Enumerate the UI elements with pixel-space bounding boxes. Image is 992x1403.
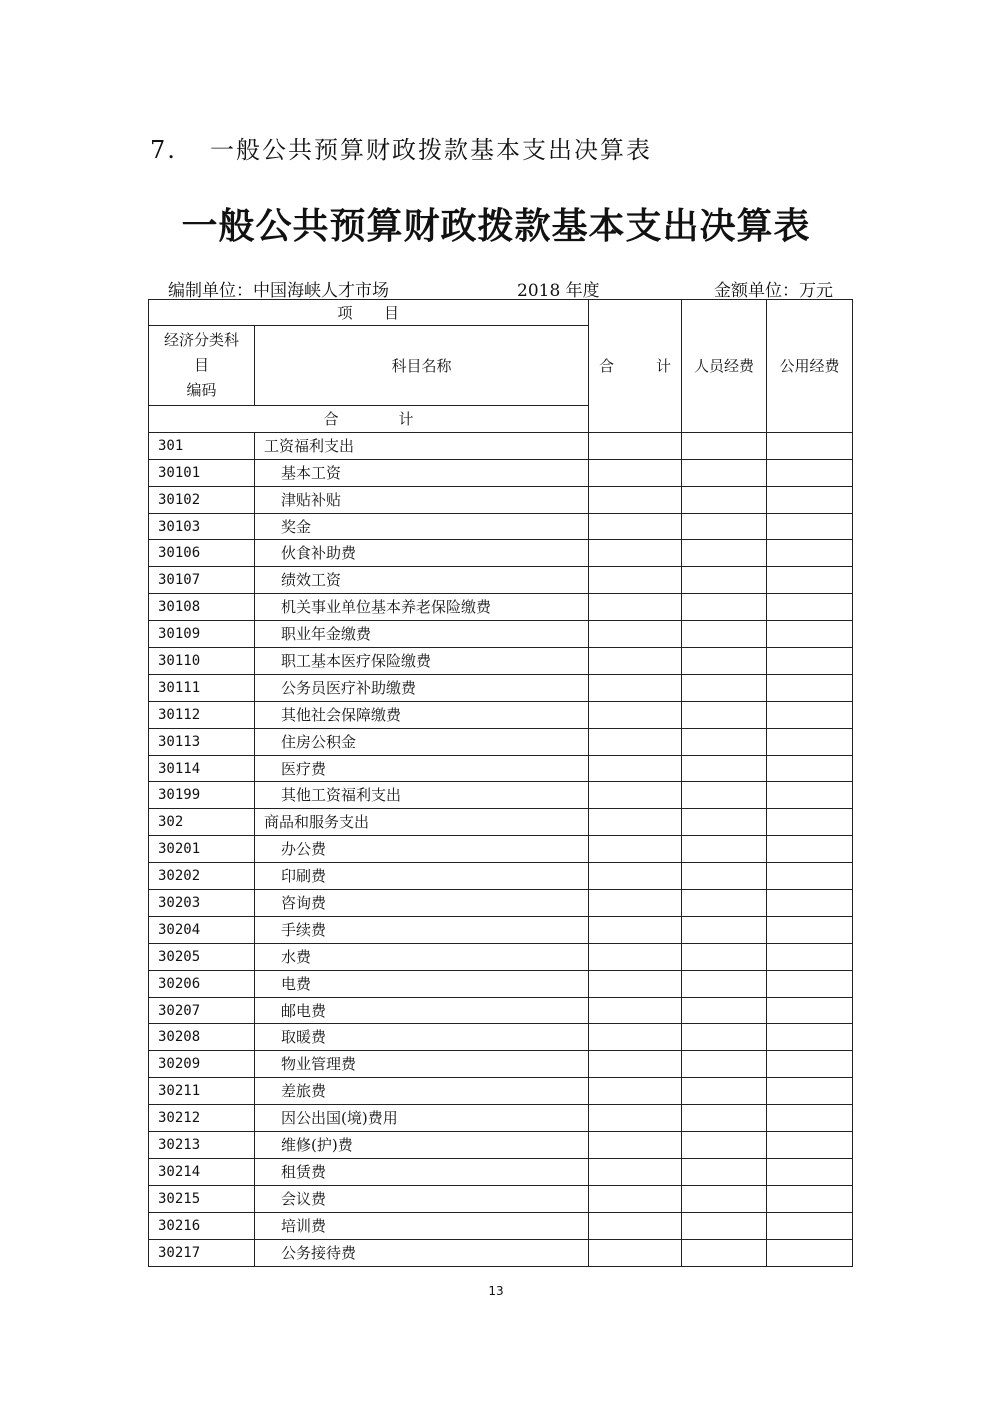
row-name: 咨询费 [255,890,589,917]
row-public [767,755,853,782]
row-personnel [682,1212,767,1239]
row-total [589,782,682,809]
row-code: 30111 [149,674,255,701]
row-name: 基本工资 [255,459,589,486]
row-public [767,890,853,917]
row-name: 邮电费 [255,997,589,1024]
row-personnel [682,1105,767,1132]
table-row [149,728,853,755]
row-personnel [682,567,767,594]
row-code: 30110 [149,648,255,675]
row-code: 30102 [149,486,255,513]
row-code: 30113 [149,728,255,755]
row-personnel [682,540,767,567]
row-code: 30209 [149,1051,255,1078]
row-code: 30205 [149,943,255,970]
row-public [767,836,853,863]
row-total [589,728,682,755]
row-public [767,1132,853,1159]
table-row [149,916,853,943]
row-public [767,1051,853,1078]
row-personnel [682,701,767,728]
table-row [149,1185,853,1212]
row-total [589,755,682,782]
table-row [149,621,853,648]
row-code: 30199 [149,782,255,809]
row-code: 30202 [149,863,255,890]
row-public [767,674,853,701]
row-name: 物业管理费 [255,1051,589,1078]
row-code: 30201 [149,836,255,863]
table-row [149,648,853,675]
row-name: 津贴补贴 [255,486,589,513]
row-public [767,701,853,728]
row-name: 奖金 [255,513,589,540]
row-total [589,809,682,836]
row-personnel [682,728,767,755]
fiscal-year: 2018 年度 [517,281,600,301]
row-name: 电费 [255,970,589,997]
row-total [589,674,682,701]
row-name: 公务员医疗补助缴费 [255,674,589,701]
table-row [149,836,853,863]
row-name: 职工基本医疗保险缴费 [255,648,589,675]
row-public [767,1105,853,1132]
row-total [589,594,682,621]
row-total [589,1105,682,1132]
row-public [767,540,853,567]
row-public [767,1212,853,1239]
row-total [589,1212,682,1239]
row-personnel [682,594,767,621]
table-row [149,997,853,1024]
row-name: 培训费 [255,1212,589,1239]
row-personnel [682,970,767,997]
row-total [589,486,682,513]
row-public [767,809,853,836]
header-row-project [149,300,853,326]
row-name: 其他社会保障缴费 [255,701,589,728]
row-personnel [682,1158,767,1185]
table-row [149,1024,853,1051]
row-name: 工资福利支出 [255,432,589,459]
header-name: 科目名称 [255,326,589,406]
row-public [767,943,853,970]
row-personnel [682,836,767,863]
row-name: 办公费 [255,836,589,863]
header-total-right: 计 [656,356,672,375]
row-name: 绩效工资 [255,567,589,594]
table-row [149,755,853,782]
row-total [589,863,682,890]
row-public [767,782,853,809]
row-total [589,1132,682,1159]
row-name: 商品和服务支出 [255,809,589,836]
header-total [589,300,682,433]
table-row [149,970,853,997]
row-code: 30107 [149,567,255,594]
table-row [149,1105,853,1132]
budget-table [148,299,853,1267]
row-total [589,1239,682,1266]
row-public [767,863,853,890]
row-personnel [682,513,767,540]
table-row [149,1132,853,1159]
row-total [589,701,682,728]
table-row [149,567,853,594]
row-personnel [682,1132,767,1159]
section-number: 7. [150,136,177,164]
row-total [589,836,682,863]
row-total [589,648,682,675]
section-heading-text: 一般公共预算财政拨款基本支出决算表 [210,136,652,164]
row-total [589,513,682,540]
table-row [149,432,853,459]
row-personnel [682,755,767,782]
row-name: 水费 [255,943,589,970]
row-total [589,916,682,943]
row-name: 会议费 [255,1185,589,1212]
row-code: 302 [149,809,255,836]
row-name: 租赁费 [255,1158,589,1185]
row-public [767,432,853,459]
table-row [149,540,853,567]
row-code: 30211 [149,1078,255,1105]
row-total [589,1051,682,1078]
row-total [589,540,682,567]
row-code: 30208 [149,1024,255,1051]
row-personnel [682,943,767,970]
section-heading [150,130,652,165]
row-personnel [682,1078,767,1105]
row-name: 手续费 [255,916,589,943]
header-project: 项 目 [149,300,589,326]
row-code: 301 [149,432,255,459]
row-total [589,567,682,594]
row-personnel [682,486,767,513]
amount-unit: 金额单位：万元 [714,281,833,301]
row-public [767,567,853,594]
row-code: 30214 [149,1158,255,1185]
table-row [149,890,853,917]
row-personnel [682,674,767,701]
row-name: 公务接待费 [255,1239,589,1266]
row-public [767,1024,853,1051]
row-public [767,1239,853,1266]
row-public [767,513,853,540]
table-row [149,943,853,970]
row-personnel [682,1051,767,1078]
row-total [589,943,682,970]
row-name: 取暖费 [255,1024,589,1051]
header-code-line2: 目 [193,356,209,374]
table-row [149,486,853,513]
header-personnel: 人员经费 [682,300,767,433]
row-personnel [682,432,767,459]
row-code: 30215 [149,1185,255,1212]
row-name: 职业年金缴费 [255,621,589,648]
row-personnel [682,916,767,943]
compiling-unit: 编制单位：中国海峡人才市场 [168,281,389,301]
row-personnel [682,782,767,809]
table-row [149,674,853,701]
row-name: 医疗费 [255,755,589,782]
row-name: 维修(护)费 [255,1132,589,1159]
table-row [149,1158,853,1185]
row-public [767,916,853,943]
total-row-label: 合 计 [149,406,589,433]
row-code: 30108 [149,594,255,621]
row-code: 30101 [149,459,255,486]
header-code-line3: 编码 [186,381,217,399]
row-total [589,1078,682,1105]
row-code: 30206 [149,970,255,997]
row-name: 伙食补助费 [255,540,589,567]
row-personnel [682,997,767,1024]
row-public [767,459,853,486]
row-personnel [682,1024,767,1051]
row-total [589,1024,682,1051]
header-total-left: 合 [599,356,615,375]
table-row [149,1051,853,1078]
table-row [149,1078,853,1105]
row-code: 30106 [149,540,255,567]
row-total [589,970,682,997]
header-public: 公用经费 [767,300,853,433]
row-code: 30212 [149,1105,255,1132]
table-row [149,1239,853,1266]
row-name: 差旅费 [255,1078,589,1105]
row-personnel [682,648,767,675]
row-public [767,970,853,997]
row-personnel [682,809,767,836]
row-code: 30109 [149,621,255,648]
row-personnel [682,890,767,917]
row-code: 30207 [149,997,255,1024]
row-total [589,997,682,1024]
row-public [767,728,853,755]
row-code: 30112 [149,701,255,728]
row-public [767,486,853,513]
row-public [767,1185,853,1212]
row-code: 30213 [149,1132,255,1159]
table-row [149,459,853,486]
header-code [149,326,255,406]
page-number: 13 [488,1284,504,1298]
row-name: 其他工资福利支出 [255,782,589,809]
row-personnel [682,1185,767,1212]
document-title: 一般公共预算财政拨款基本支出决算表 [181,206,811,247]
table-row [149,782,853,809]
table-row [149,701,853,728]
table-row [149,809,853,836]
row-public [767,621,853,648]
row-code: 30216 [149,1212,255,1239]
table-row [149,863,853,890]
row-total [589,890,682,917]
row-public [767,1158,853,1185]
row-personnel [682,863,767,890]
row-name: 机关事业单位基本养老保险缴费 [255,594,589,621]
row-total [589,1185,682,1212]
row-name: 印刷费 [255,863,589,890]
row-name: 住房公积金 [255,728,589,755]
row-total [589,459,682,486]
header-code-line1: 经济分类科 [163,331,239,349]
table-row [149,513,853,540]
row-total [589,432,682,459]
row-code: 30204 [149,916,255,943]
row-public [767,648,853,675]
row-public [767,997,853,1024]
row-code: 30203 [149,890,255,917]
row-public [767,1078,853,1105]
row-total [589,1158,682,1185]
row-code: 30217 [149,1239,255,1266]
table-row [149,1212,853,1239]
row-personnel [682,1239,767,1266]
row-total [589,621,682,648]
row-name: 因公出国(境)费用 [255,1105,589,1132]
row-public [767,594,853,621]
row-personnel [682,459,767,486]
row-personnel [682,621,767,648]
row-code: 30114 [149,755,255,782]
row-code: 30103 [149,513,255,540]
table-row [149,594,853,621]
